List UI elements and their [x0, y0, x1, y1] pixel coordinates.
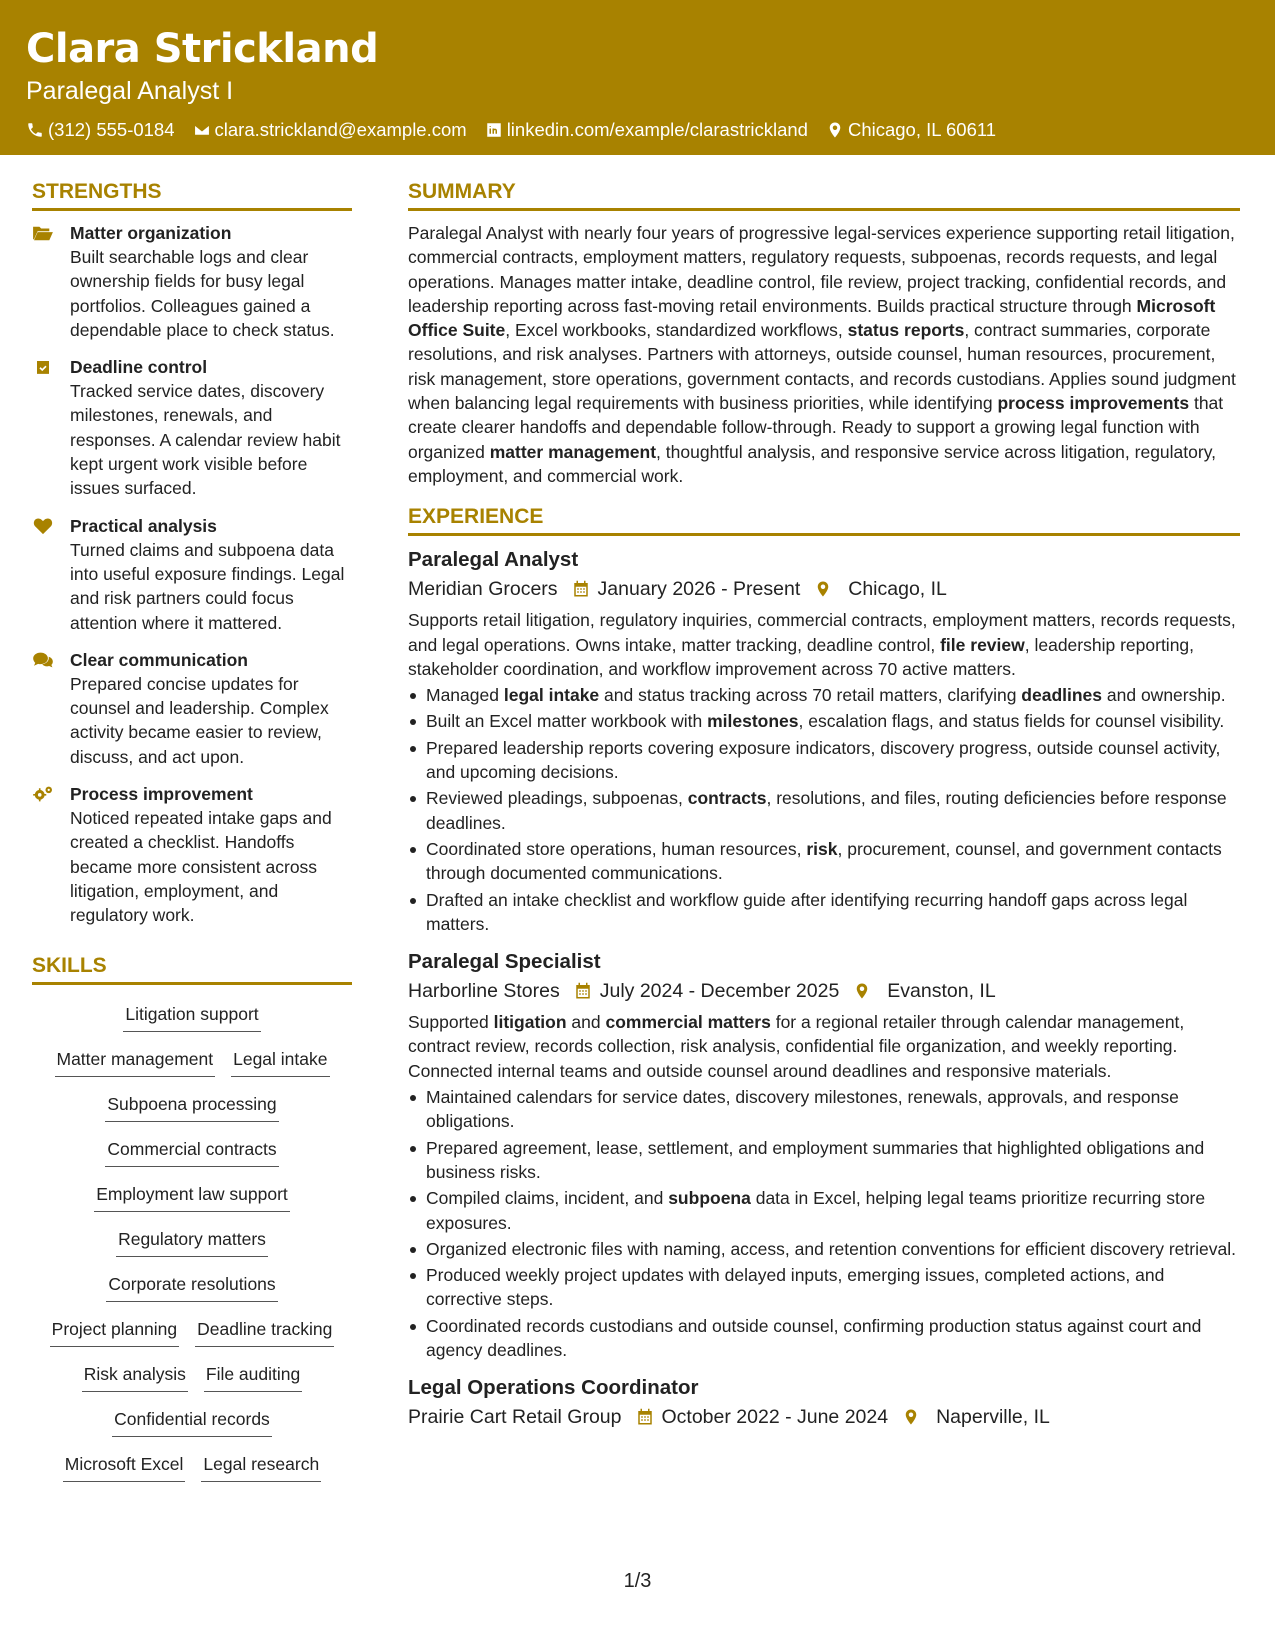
text-run: for a regional retailer through calendar management, contract review, records collection, risk analysis, confidential file organization, and weekly reporting. Connected internal teams and outside counsel around deadlines and responsive materials.	[408, 1012, 1185, 1081]
experience-list	[408, 546, 1240, 1432]
text-run: , leadership reporting, stakeholder coordination, and workflow improvement across 70 active matters.	[408, 634, 1195, 679]
text-run: and ownership.	[1102, 685, 1226, 706]
skill-tag: Microsoft Excel	[63, 1451, 186, 1482]
phone-icon	[26, 121, 44, 139]
text-run: Maintained calendars for service dates, discovery milestones, renewals, approvals, and response obligations.	[426, 1087, 1179, 1132]
text-run: , procurement, counsel, and government contacts through documented communications.	[426, 838, 1222, 884]
text-run: Prepared agreement, lease, settlement, and employment summaries that highlighted obligations and business risks.	[426, 1137, 1205, 1182]
text-run: data in Excel, helping legal teams prioritize recurring store exposures.	[426, 1188, 1206, 1233]
text-run: , contract summaries, corporate resolutions, and risk analyses. Partners with attorneys, outside counsel, human resources, procurement, risk management, store operations, government contacts, and records custodians. Applies sound judgment when balancing legal requirements with business priorities, while identifying	[408, 320, 1236, 414]
job-dates: July 2024 - December 2025	[599, 980, 840, 1003]
skill-tag: Project planning	[50, 1316, 180, 1347]
text-run: Reviewed pleadings, subpoenas,	[426, 788, 688, 809]
strength-description: Prepared concise updates for counsel and leadership. Complex activity became easier to review, discuss, and act upon.	[70, 673, 329, 767]
strength-description: Tracked service dates, discovery milestones, renewals, and responses. A calendar review habit kept urgent work visible before issues surfaced.	[70, 381, 341, 499]
map-pin-icon	[814, 579, 832, 599]
skill-row	[32, 1316, 352, 1349]
linkedin-text: linkedin.com/example/clarastrickland	[506, 119, 808, 140]
text-run: , thoughtful analysis, and responsive service across litigation, regulatory, employment, and commercial work.	[408, 441, 1217, 486]
bold-keyword: legal intake	[503, 685, 600, 706]
bold-keyword: matter management	[489, 441, 657, 462]
left-column	[32, 178, 352, 1496]
job-description	[408, 1010, 1240, 1083]
summary-text	[408, 221, 1240, 488]
skill-tag: Legal intake	[231, 1046, 329, 1077]
strength-description: Noticed repeated intake gaps and created a checklist. Handoffs became more consistent across litigation, employment, and regulatory work.	[70, 808, 332, 926]
calendar-check-icon	[32, 355, 58, 500]
calendar-icon	[636, 1407, 654, 1427]
skills-list	[32, 1001, 352, 1484]
skill-tag: File auditing	[204, 1361, 302, 1392]
text-run: Supported	[408, 1012, 494, 1033]
company-name: Harborline Stores	[408, 980, 560, 1003]
bold-keyword: litigation	[493, 1012, 567, 1033]
skill-row	[32, 1271, 352, 1304]
bold-keyword: risk	[806, 838, 838, 859]
text-run: Compiled claims, incident, and	[426, 1188, 669, 1209]
bold-keyword: milestones	[707, 711, 799, 732]
calendar-icon	[572, 579, 590, 599]
strength-item	[32, 782, 352, 927]
skill-row	[32, 1361, 352, 1394]
text-run: Managed	[426, 685, 504, 706]
skill-tag: Confidential records	[112, 1406, 272, 1437]
right-column	[408, 178, 1240, 1444]
strength-title: Deadline control	[70, 357, 208, 378]
text-run: , Excel workbooks, standardized workflows,	[505, 320, 848, 341]
bold-keyword: Microsoft Office Suite	[408, 295, 1216, 341]
resume-header	[0, 0, 1275, 155]
bold-keyword: file review	[940, 634, 1025, 655]
strength-title: Process improvement	[70, 784, 253, 805]
text-run: Organized electronic files with naming, access, and retention conventions for efficient discovery retrieval.	[426, 1238, 1236, 1259]
text-run: , escalation flags, and status fields for counsel visibility.	[798, 711, 1225, 732]
bullet-item	[408, 683, 1240, 707]
strength-item	[32, 648, 352, 769]
contact-linkedin[interactable]	[485, 118, 808, 142]
skill-row	[32, 1226, 352, 1259]
job-entry	[408, 546, 1240, 936]
job-title: Legal Operations Coordinator	[408, 1376, 699, 1400]
contact-email[interactable]	[193, 118, 467, 142]
skill-row	[32, 1181, 352, 1214]
skill-tag: Matter management	[55, 1046, 216, 1077]
text-run: Built an Excel matter workbook with	[426, 711, 708, 732]
calendar-icon	[574, 981, 592, 1001]
strength-title: Practical analysis	[70, 515, 217, 536]
skill-row	[32, 1406, 352, 1439]
phone-text: (312) 555-0184	[48, 119, 175, 140]
job-dates: October 2022 - June 2024	[661, 1406, 889, 1429]
bullet-item	[408, 1314, 1240, 1363]
skill-tag: Legal research	[201, 1451, 321, 1482]
skill-tag: Regulatory matters	[116, 1226, 268, 1257]
bullet-list	[408, 683, 1240, 936]
strength-description: Turned claims and subpoena data into useful exposure findings. Legal and risk partners could focus attention where it mattered.	[70, 539, 345, 633]
job-description	[408, 608, 1240, 681]
email-text: clara.strickland@example.com	[214, 119, 467, 140]
skills-heading: SKILLS	[32, 952, 352, 985]
bullet-list	[408, 1085, 1240, 1362]
skill-row	[32, 1046, 352, 1079]
folder-open-icon	[32, 221, 58, 342]
skill-tag: Commercial contracts	[105, 1136, 278, 1167]
bold-keyword: process improvements	[997, 393, 1190, 414]
location-text: Chicago, IL 60611	[847, 119, 997, 140]
skill-tag: Employment law support	[94, 1181, 290, 1212]
job-title: Paralegal Analyst	[408, 548, 579, 572]
bullet-item	[408, 786, 1240, 835]
bullet-item	[408, 888, 1240, 937]
company-name: Meridian Grocers	[408, 578, 558, 601]
skill-row	[32, 1091, 352, 1124]
bullet-item	[408, 1237, 1240, 1261]
job-meta	[408, 1402, 1240, 1432]
strength-item	[32, 221, 352, 342]
skill-tag: Subpoena processing	[105, 1091, 278, 1122]
envelope-icon	[193, 121, 211, 139]
bullet-item	[408, 1085, 1240, 1134]
job-entry	[408, 1374, 1240, 1432]
bold-keyword: contracts	[687, 788, 767, 809]
strength-item	[32, 514, 352, 635]
job-meta	[408, 574, 1240, 604]
bullet-item	[408, 837, 1240, 886]
map-pin-icon	[853, 981, 871, 1001]
candidate-title: Paralegal Analyst I	[26, 77, 234, 105]
comments-icon	[32, 648, 58, 769]
linkedin-icon	[485, 121, 503, 139]
skill-row	[32, 1136, 352, 1169]
contact-bar	[26, 118, 1249, 142]
bullet-item	[408, 736, 1240, 785]
strength-title: Matter organization	[70, 223, 232, 243]
skill-tag: Litigation support	[123, 1001, 260, 1032]
page-number: 1/3	[623, 1570, 652, 1592]
job-title: Paralegal Specialist	[408, 950, 601, 974]
job-dates: January 2026 - Present	[597, 578, 801, 601]
strength-title: Clear communication	[70, 649, 248, 670]
bold-keyword: subpoena	[668, 1188, 751, 1209]
bold-keyword: deadlines	[1021, 685, 1103, 706]
text-run: Produced weekly project updates with delayed inputs, emerging issues, completed actions, and corrective steps.	[426, 1265, 1165, 1310]
heart-icon	[32, 514, 58, 635]
strengths-list	[32, 221, 352, 928]
contact-location	[826, 118, 996, 142]
map-pin-icon	[902, 1407, 920, 1427]
text-run: Paralegal Analyst with nearly four years of progressive legal-services experience supporting retail litigation, commercial contracts, employment matters, regulatory requests, subpoenas, records requests, and legal operations. Manages matter intake, deadline control, file review, project tracking, confidential records, and leadership reporting across fast-moving retail environments. Builds practical structure through	[408, 223, 1235, 316]
candidate-name: Clara Strickland	[26, 26, 379, 72]
cogs-icon	[32, 782, 58, 927]
job-meta	[408, 976, 1240, 1006]
job-entry	[408, 948, 1240, 1362]
text-run: that create clearer handoffs and dependable follow-through. Ready to support a growing legal function with organized	[408, 393, 1224, 462]
text-run: and	[566, 1012, 606, 1033]
bullet-item	[408, 1263, 1240, 1312]
text-run: Coordinated records custodians and outside counsel, confirming production status against court and agency deadlines.	[426, 1315, 1202, 1360]
skill-tag: Deadline tracking	[195, 1316, 334, 1347]
bold-keyword: status reports	[847, 320, 965, 341]
job-location: Evanston, IL	[887, 980, 996, 1003]
bullet-item	[408, 1136, 1240, 1185]
skill-tag: Risk analysis	[82, 1361, 188, 1392]
bullet-item	[408, 709, 1240, 733]
text-run: Coordinated store operations, human resources,	[426, 838, 807, 859]
job-location: Naperville, IL	[936, 1406, 1050, 1429]
text-run: and status tracking across 70 retail matters, clarifying	[599, 685, 1022, 706]
strength-description: Built searchable logs and clear ownership fields for busy legal portfolios. Colleagues gained a dependable place to check status.	[70, 247, 335, 340]
job-location: Chicago, IL	[848, 578, 947, 601]
bullet-item	[408, 1186, 1240, 1235]
skill-row	[32, 1451, 352, 1484]
company-name: Prairie Cart Retail Group	[408, 1406, 622, 1429]
summary-heading: SUMMARY	[408, 178, 1240, 211]
bold-keyword: commercial matters	[605, 1012, 771, 1033]
text-run: Drafted an intake checklist and workflow guide after identifying recurring handoff gaps across legal matters.	[426, 889, 1188, 934]
skill-row	[32, 1001, 352, 1034]
text-run: Supports retail litigation, regulatory inquiries, commercial contracts, employment matters, records requests, and legal operations. Owns intake, matter tracking, deadline control,	[408, 610, 1236, 655]
text-run: Prepared leadership reports covering exposure indicators, discovery progress, outside counsel activity, and upcoming decisions.	[426, 737, 1221, 783]
map-pin-icon	[826, 121, 844, 139]
contact-phone[interactable]	[26, 118, 175, 142]
skills-section	[32, 952, 352, 1484]
skill-tag: Corporate resolutions	[106, 1271, 277, 1302]
experience-heading: EXPERIENCE	[408, 503, 1240, 536]
strengths-heading: STRENGTHS	[32, 178, 352, 211]
strength-item	[32, 355, 352, 500]
text-run: , resolutions, and files, routing deficiencies before response deadlines.	[426, 788, 1227, 833]
